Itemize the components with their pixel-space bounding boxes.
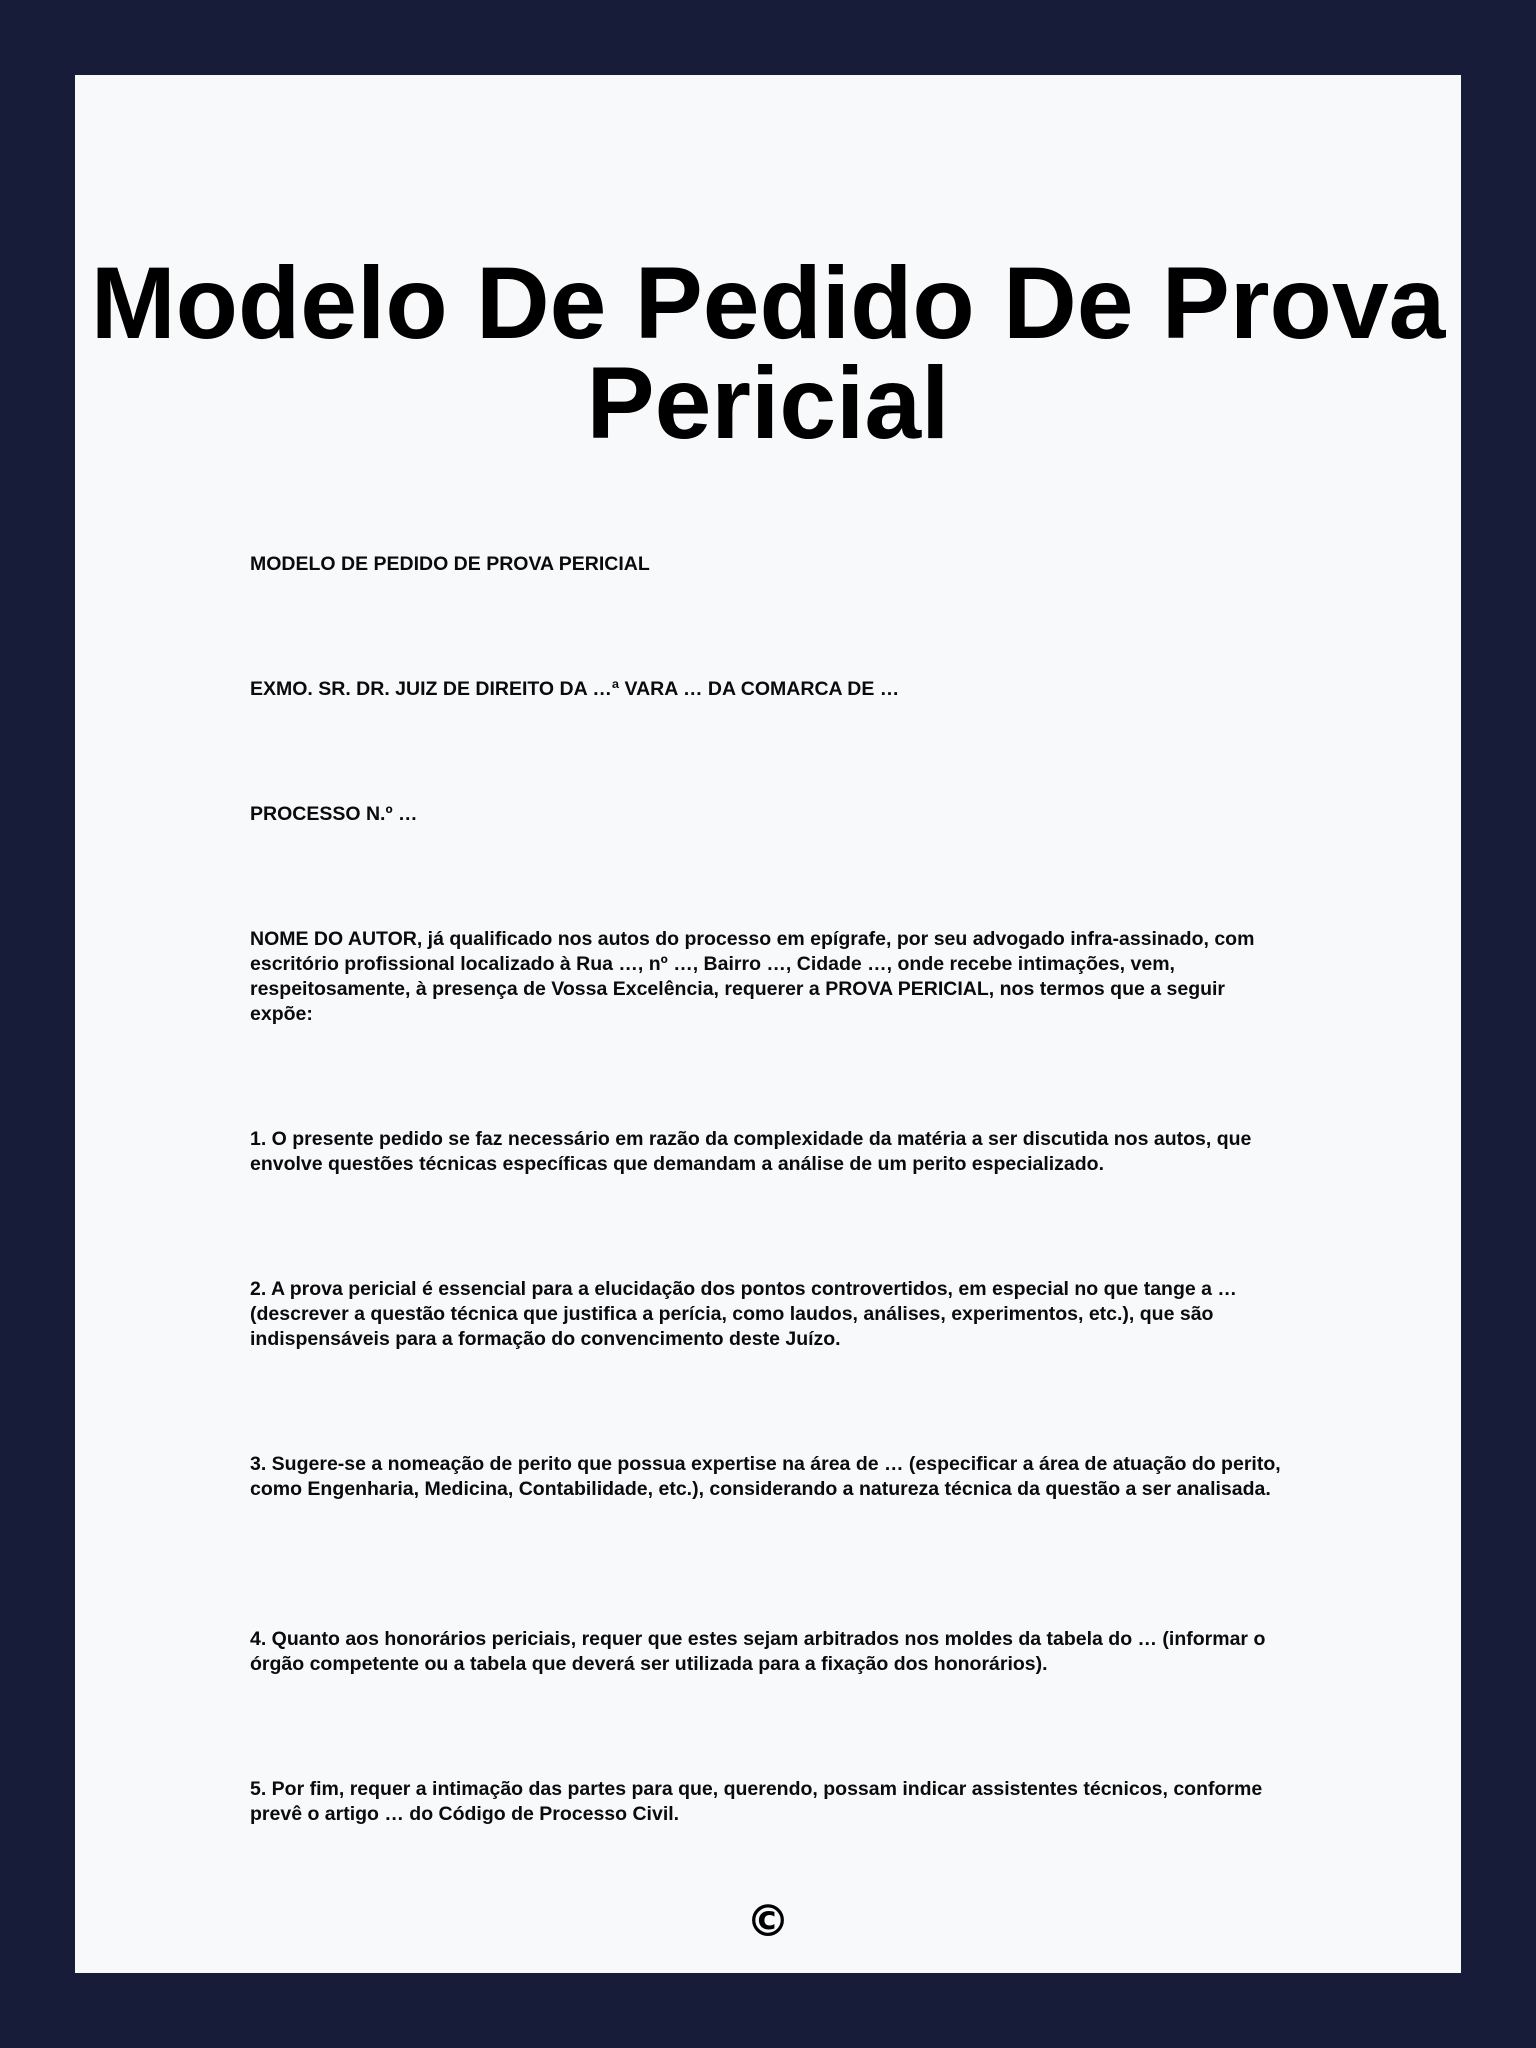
intro-paragraph: NOME DO AUTOR, já qualificado nos autos do processo em epígrafe, por seu advogado infra-assinado, com escritório profissional localizado à Rua …, nº …, Bairro …, Cidade …, onde recebe intimações, vem, respeitosamente, à presença de Vossa Excelência, requerer a PROVA PERICIAL, nos termos que a seguir expõe: [250, 928, 1255, 1025]
document-title: Modelo De Pedido De Prova Pericial [90, 246, 1446, 460]
paragraph-4: 4. Quanto aos honorários periciais, requer que estes sejam arbitrados nos moldes da tabela do … (informar o órgão competente ou a tabela que deverá ser utilizada para a fixação dos honorários). [250, 1628, 1266, 1675]
addressee-line: EXMO. SR. DR. JUIZ DE DIREITO DA …ª VARA … DA COMARCA DE … [250, 678, 900, 700]
copyright-icon: © [746, 1896, 790, 1947]
paragraph-5: 5. Por fim, requer a intimação das partes para que, querendo, possam indicar assistentes técnicos, conforme prevê o artigo … do Código de Processo Civil. [250, 1778, 1263, 1825]
process-number: PROCESSO N.º … [250, 803, 418, 825]
document-heading: MODELO DE PEDIDO DE PROVA PERICIAL [250, 553, 650, 575]
paragraph-2: 2. A prova pericial é essencial para a elucidação dos pontos controvertidos, em especial no que tange a … (descrever a questão técnica que justifica a perícia, como laudos, análises, experimentos, etc.), que são indispensáveis para a formação do convencimento deste Juízo. [250, 1278, 1237, 1350]
paragraph-3: 3. Sugere-se a nomeação de perito que possua expertise na área de … (especificar a área de atuação do perito, como Engenharia, Medicina, Contabilidade, etc.), considerando a natureza técnica da questão a ser analisada. [250, 1453, 1281, 1500]
paragraph-1: 1. O presente pedido se faz necessário em razão da complexidade da matéria a ser discutida nos autos, que envolve questões técnicas específicas que demandam a análise de um perito especializado. [250, 1128, 1252, 1175]
document-page [75, 75, 1461, 1973]
